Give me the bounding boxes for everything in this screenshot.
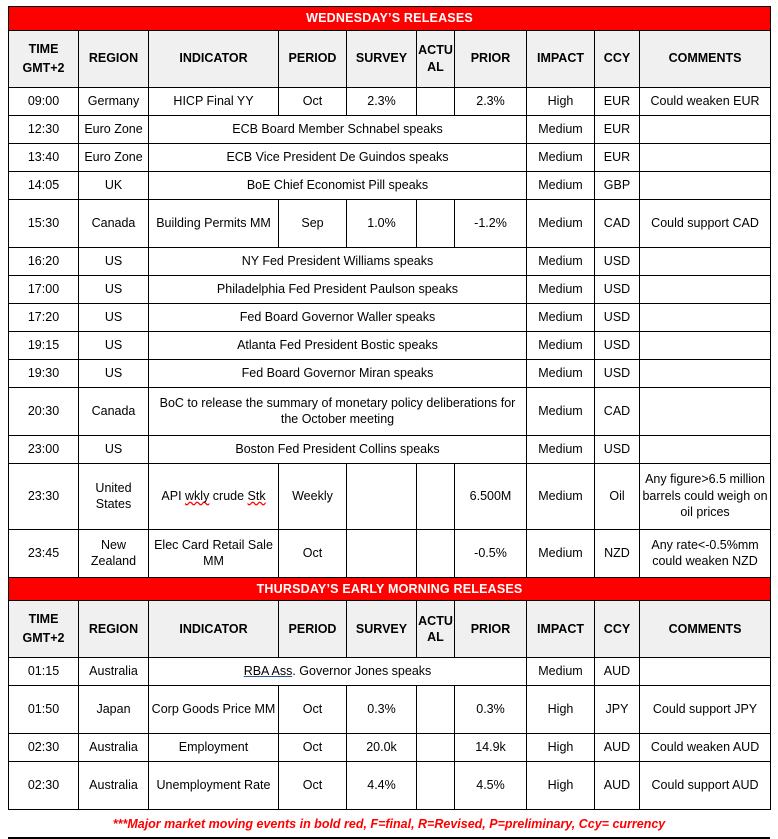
column-header-prior: PRIOR	[455, 601, 527, 658]
cell-ccy: USD	[595, 275, 640, 303]
table-row	[9, 463, 771, 529]
cell-time: 17:20	[9, 303, 79, 331]
table-row	[9, 275, 771, 303]
cell-region: Australia	[79, 762, 149, 810]
column-header-impact: IMPACT	[527, 601, 595, 658]
cell-period: Oct	[279, 762, 347, 810]
cell-time: 20:30	[9, 387, 79, 435]
table-row	[9, 199, 771, 247]
cell-actual	[417, 686, 455, 734]
cell-indicator: ECB Board Member Schnabel speaks	[149, 115, 527, 143]
cell-comments	[640, 171, 771, 199]
cell-impact: Medium	[527, 387, 595, 435]
cell-indicator: Philadelphia Fed President Paulson speaks	[149, 275, 527, 303]
thursday-column-headers	[9, 601, 771, 658]
cell-region: Japan	[79, 686, 149, 734]
cell-actual	[417, 87, 455, 115]
column-header-actual: ACTUAL	[417, 601, 455, 658]
cell-survey: 0.3%	[347, 686, 417, 734]
cell-region: United States	[79, 463, 149, 529]
cell-actual	[417, 734, 455, 762]
cell-period: Weekly	[279, 463, 347, 529]
cell-comments	[640, 303, 771, 331]
cell-region: UK	[79, 171, 149, 199]
column-header-time-label: TIME	[28, 612, 59, 627]
cell-indicator: NY Fed President Williams speaks	[149, 247, 527, 275]
cell-impact: High	[527, 686, 595, 734]
cell-impact: Medium	[527, 463, 595, 529]
cell-impact: Medium	[527, 199, 595, 247]
cell-time: 19:15	[9, 331, 79, 359]
legend-note: ***Major market moving events in bold red, F=final, R=Revised, P=preliminary, Ccy= currency	[8, 810, 770, 839]
table-row	[9, 529, 771, 577]
cell-region: US	[79, 435, 149, 463]
cell-prior: 6.500M	[455, 463, 527, 529]
cell-ccy: AUD	[595, 762, 640, 810]
column-header-period: PERIOD	[279, 601, 347, 658]
cell-actual	[417, 463, 455, 529]
thursday-banner-title: THURSDAY’S EARLY MORNING RELEASES	[9, 577, 771, 601]
cell-indicator: Elec Card Retail Sale MM	[149, 529, 279, 577]
table-row	[9, 115, 771, 143]
cell-survey: 20.0k	[347, 734, 417, 762]
cell-indicator: Employment	[149, 734, 279, 762]
cell-region: Euro Zone	[79, 115, 149, 143]
cell-impact: Medium	[527, 171, 595, 199]
cell-time: 23:45	[9, 529, 79, 577]
column-header-time	[9, 601, 79, 658]
cell-ccy: Oil	[595, 463, 640, 529]
cell-ccy: GBP	[595, 171, 640, 199]
cell-time: 13:40	[9, 143, 79, 171]
cell-indicator: HICP Final YY	[149, 87, 279, 115]
table-row	[9, 359, 771, 387]
cell-region: Australia	[79, 658, 149, 686]
cell-ccy: USD	[595, 247, 640, 275]
cell-time: 15:30	[9, 199, 79, 247]
column-header-survey: SURVEY	[347, 601, 417, 658]
cell-comments	[640, 387, 771, 435]
cell-indicator: Atlanta Fed President Bostic speaks	[149, 331, 527, 359]
column-header-region: REGION	[79, 601, 149, 658]
column-header-comments: COMMENTS	[640, 30, 771, 87]
cell-survey	[347, 463, 417, 529]
cell-comments	[640, 435, 771, 463]
column-header-ccy: CCY	[595, 601, 640, 658]
cell-survey	[347, 529, 417, 577]
wednesday-banner-title: WEDNESDAY’S RELEASES	[9, 7, 771, 31]
cell-comments: Could support AUD	[640, 762, 771, 810]
column-header-time-label: TIME	[28, 41, 59, 56]
spell-underline: wkly	[185, 488, 210, 503]
column-header-region: REGION	[79, 30, 149, 87]
cell-actual	[417, 762, 455, 810]
cell-region: US	[79, 247, 149, 275]
table-row	[9, 247, 771, 275]
cell-ccy: AUD	[595, 734, 640, 762]
column-header-time-sub: GMT+2	[22, 60, 65, 75]
column-header-survey: SURVEY	[347, 30, 417, 87]
cell-survey: 2.3%	[347, 87, 417, 115]
cell-prior: 4.5%	[455, 762, 527, 810]
cell-ccy: EUR	[595, 143, 640, 171]
cell-prior: 2.3%	[455, 87, 527, 115]
wednesday-banner	[9, 7, 771, 31]
wednesday-column-headers	[9, 30, 771, 87]
cell-survey: 1.0%	[347, 199, 417, 247]
column-header-ccy: CCY	[595, 30, 640, 87]
cell-prior: -1.2%	[455, 199, 527, 247]
cell-ccy: CAD	[595, 199, 640, 247]
column-header-time	[9, 30, 79, 87]
cell-ccy: NZD	[595, 529, 640, 577]
cell-comments	[640, 115, 771, 143]
table-row	[9, 387, 771, 435]
cell-impact: Medium	[527, 359, 595, 387]
cell-comments	[640, 359, 771, 387]
thursday-banner	[9, 577, 771, 601]
cell-time: 17:00	[9, 275, 79, 303]
table-row	[9, 171, 771, 199]
cell-period: Oct	[279, 734, 347, 762]
cell-indicator: RBA Ass. Governor Jones speaks	[149, 658, 527, 686]
column-header-actual: ACTUAL	[417, 30, 455, 87]
table-row	[9, 303, 771, 331]
cell-ccy: EUR	[595, 115, 640, 143]
cell-comments: Any figure>6.5 million barrels could weigh on oil prices	[640, 463, 771, 529]
cell-region: US	[79, 359, 149, 387]
column-header-comments: COMMENTS	[640, 601, 771, 658]
cell-impact: Medium	[527, 331, 595, 359]
cell-region: Germany	[79, 87, 149, 115]
table-row	[9, 331, 771, 359]
cell-ccy: USD	[595, 303, 640, 331]
cell-indicator: BoC to release the summary of monetary policy deliberations for the October meeting	[149, 387, 527, 435]
cell-comments: Could weaken EUR	[640, 87, 771, 115]
cell-time: 19:30	[9, 359, 79, 387]
cell-ccy: CAD	[595, 387, 640, 435]
cell-time: 01:50	[9, 686, 79, 734]
table-row	[9, 762, 771, 810]
table-row	[9, 87, 771, 115]
cell-indicator: BoE Chief Economist Pill speaks	[149, 171, 527, 199]
cell-impact: Medium	[527, 303, 595, 331]
cell-survey: 4.4%	[347, 762, 417, 810]
cell-comments	[640, 275, 771, 303]
cell-impact: Medium	[527, 275, 595, 303]
column-header-period: PERIOD	[279, 30, 347, 87]
cell-prior: -0.5%	[455, 529, 527, 577]
cell-comments	[640, 143, 771, 171]
column-header-indicator: INDICATOR	[149, 601, 279, 658]
cell-impact: Medium	[527, 435, 595, 463]
cell-impact: Medium	[527, 143, 595, 171]
cell-comments: Any rate<-0.5%mm could weaken NZD	[640, 529, 771, 577]
cell-region: US	[79, 331, 149, 359]
cell-time: 16:20	[9, 247, 79, 275]
cell-indicator: Corp Goods Price MM	[149, 686, 279, 734]
cell-region: New Zealand	[79, 529, 149, 577]
cell-ccy: USD	[595, 359, 640, 387]
cell-actual	[417, 199, 455, 247]
cell-prior: 0.3%	[455, 686, 527, 734]
cell-region: Canada	[79, 387, 149, 435]
cell-period: Oct	[279, 529, 347, 577]
cell-comments: Could support JPY	[640, 686, 771, 734]
column-header-time-sub: GMT+2	[22, 631, 65, 645]
cell-time: 23:00	[9, 435, 79, 463]
cell-time: 14:05	[9, 171, 79, 199]
cell-actual	[417, 529, 455, 577]
cell-impact: Medium	[527, 247, 595, 275]
cell-region: Canada	[79, 199, 149, 247]
cell-ccy: USD	[595, 331, 640, 359]
cell-region: US	[79, 303, 149, 331]
grammar-underline: RBA Ass	[243, 664, 293, 679]
cell-prior: 14.9k	[455, 734, 527, 762]
cell-period: Sep	[279, 199, 347, 247]
cell-indicator: ECB Vice President De Guindos speaks	[149, 143, 527, 171]
cell-impact: High	[527, 734, 595, 762]
cell-comments	[640, 658, 771, 686]
table-row	[9, 658, 771, 686]
cell-time: 02:30	[9, 734, 79, 762]
cell-comments: Could weaken AUD	[640, 734, 771, 762]
cell-period: Oct	[279, 686, 347, 734]
cell-impact: Medium	[527, 529, 595, 577]
cell-comments	[640, 247, 771, 275]
cell-indicator: Fed Board Governor Miran speaks	[149, 359, 527, 387]
table-row	[9, 143, 771, 171]
cell-region: Euro Zone	[79, 143, 149, 171]
column-header-impact: IMPACT	[527, 30, 595, 87]
cell-ccy: JPY	[595, 686, 640, 734]
column-header-prior: PRIOR	[455, 30, 527, 87]
cell-time: 01:15	[9, 658, 79, 686]
cell-indicator: Unemployment Rate	[149, 762, 279, 810]
table-row	[9, 686, 771, 734]
cell-period: Oct	[279, 87, 347, 115]
cell-ccy: USD	[595, 435, 640, 463]
cell-ccy: EUR	[595, 87, 640, 115]
cell-comments: Could support CAD	[640, 199, 771, 247]
column-header-indicator: INDICATOR	[149, 30, 279, 87]
table-row	[9, 435, 771, 463]
cell-indicator: Boston Fed President Collins speaks	[149, 435, 527, 463]
cell-time: 02:30	[9, 762, 79, 810]
spell-underline: Stk	[247, 488, 266, 503]
table-row	[9, 734, 771, 762]
cell-region: US	[79, 275, 149, 303]
cell-comments	[640, 331, 771, 359]
cell-impact: High	[527, 762, 595, 810]
economic-calendar-table	[8, 6, 771, 810]
cell-time: 12:30	[9, 115, 79, 143]
cell-time: 23:30	[9, 463, 79, 529]
cell-impact: Medium	[527, 115, 595, 143]
cell-impact: High	[527, 87, 595, 115]
cell-indicator: Building Permits MM	[149, 199, 279, 247]
cell-indicator: API wkly crude Stk	[149, 463, 279, 529]
cell-ccy: AUD	[595, 658, 640, 686]
cell-time: 09:00	[9, 87, 79, 115]
cell-impact: Medium	[527, 658, 595, 686]
cell-indicator: Fed Board Governor Waller speaks	[149, 303, 527, 331]
cell-region: Australia	[79, 734, 149, 762]
